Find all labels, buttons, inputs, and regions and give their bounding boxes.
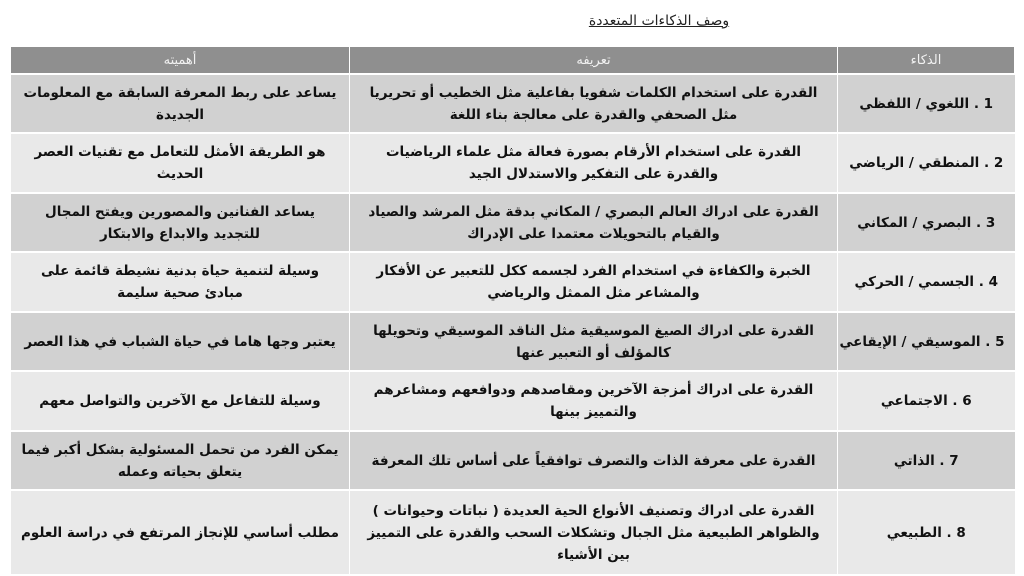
- header-intelligence: الذكاء: [838, 47, 1015, 75]
- intelligence-cell: 8 . الطبيعي: [838, 490, 1015, 574]
- table-row: [11, 193, 1015, 252]
- importance-cell: يساعد على ربط المعرفة السابقة مع المعلومات الجديدة: [11, 74, 350, 133]
- importance-cell: يعتبر وجها هاما في حياة الشباب في هذا العصر: [11, 312, 350, 371]
- importance-cell: يساعد الفنانين والمصورين ويفتح المجال للتجديد والابداع والابتكار: [11, 193, 350, 252]
- importance-cell: وسيلة لتنمية حياة بدنية نشيطة قائمة على مبادئ صحية سليمة: [11, 252, 350, 311]
- definition-cell: القدرة على معرفة الذات والتصرف توافقياً على أساس تلك المعرفة: [350, 431, 838, 490]
- intelligence-cell: 6 . الاجتماعي: [838, 371, 1015, 430]
- definition-cell: الخبرة والكفاءة في استخدام الفرد لجسمه ككل للتعبير عن الأفكار والمشاعر مثل الممثل والرياضي: [350, 252, 838, 311]
- definition-cell: القدرة على ادراك العالم البصري / المكاني بدقة مثل المرشد والصياد والقيام بالتحويلات معتمدا على الإدراك: [350, 193, 838, 252]
- definition-cell: القدرة على استخدام الكلمات شفويا بفاعلية مثل الخطيب أو تحريريا مثل الصحفي والقدرة على معالجة بناء اللغة: [350, 74, 838, 133]
- importance-cell: هو الطريقة الأمثل للتعامل مع تقنيات العصر الحديث: [11, 133, 350, 192]
- table-row: [11, 252, 1015, 311]
- definition-cell: القدرة على استخدام الأرقام بصورة فعالة مثل علماء الرياضيات والقدرة على التفكير والاستدلال الجيد: [350, 133, 838, 192]
- table-row: [11, 312, 1015, 371]
- page-title: وصف الذكاءات المتعددة: [588, 13, 730, 29]
- table-row: [11, 371, 1015, 430]
- importance-cell: يمكن الفرد من تحمل المسئولية بشكل أكبر فيما يتعلق بحياته وعمله: [11, 431, 350, 490]
- importance-cell: وسيلة للتفاعل مع الآخرين والتواصل معهم: [11, 371, 350, 430]
- table-row: [11, 133, 1015, 192]
- intelligence-cell: 5 . الموسيقي / الإيقاعي: [838, 312, 1015, 371]
- definition-cell: القدرة على ادراك الصيغ الموسيقية مثل الناقد الموسيقي وتحويلها كالمؤلف أو التعبير عنها: [350, 312, 838, 371]
- intelligence-cell: 3 . البصري / المكاني: [838, 193, 1015, 252]
- header-definition: تعريفه: [350, 47, 838, 75]
- table-row: [11, 431, 1015, 490]
- intelligences-table: [10, 46, 1015, 574]
- definition-cell: القدرة على ادراك أمزجة الآخرين ومقاصدهم ودوافعهم ومشاعرهم والتمييز بينها: [350, 371, 838, 430]
- table-header-row: [11, 47, 1015, 75]
- intelligence-cell: 1 . اللغوي / اللفظي: [838, 74, 1015, 133]
- importance-cell: مطلب أساسي للإنجاز المرتفع في دراسة العلوم: [11, 490, 350, 574]
- header-importance: أهميته: [11, 47, 350, 75]
- intelligence-cell: 7 . الذاتي: [838, 431, 1015, 490]
- definition-cell: القدرة على ادراك وتصنيف الأنواع الحية العديدة ( نباتات وحيوانات ) والظواهر الطبيعية مثل الجبال وتشكلات السحب والقدرة على التمييز بين الأشياء: [350, 490, 838, 574]
- intelligence-cell: 4 . الجسمي / الحركي: [838, 252, 1015, 311]
- table-row: [11, 490, 1015, 574]
- table-row: [11, 74, 1015, 133]
- intelligence-cell: 2 . المنطقي / الرياضي: [838, 133, 1015, 192]
